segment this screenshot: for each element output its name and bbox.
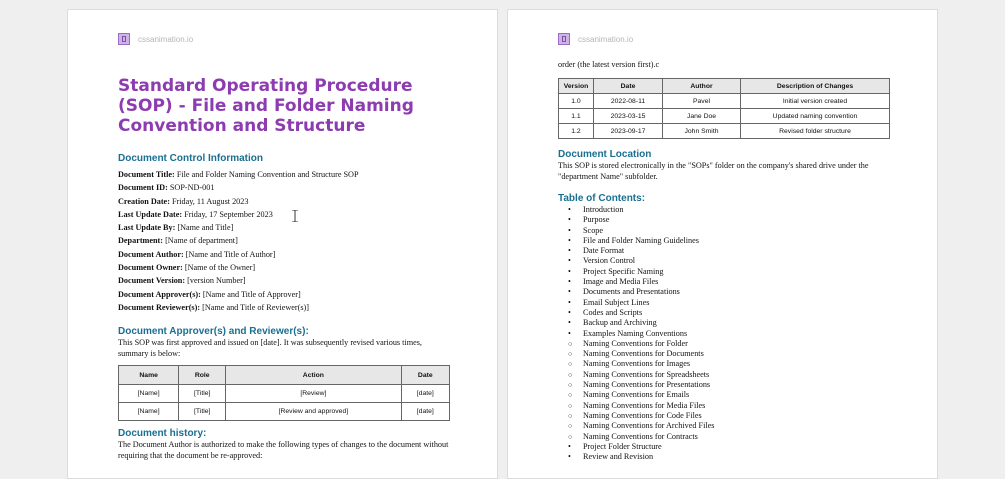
table-cell: Revised folder structure bbox=[741, 124, 890, 139]
table-cell: 2022-08-11 bbox=[594, 94, 663, 109]
control-info-list bbox=[118, 168, 359, 314]
table-row bbox=[119, 403, 450, 421]
toc-item[interactable]: • Documents and Presentations bbox=[558, 287, 714, 297]
toc-subitem[interactable]: ○ Naming Conventions for Archived Files bbox=[558, 421, 714, 431]
toc-heading: Table of Contents: bbox=[558, 193, 646, 204]
table-cell: Jane Doe bbox=[663, 109, 741, 124]
table-cell: 2023-03-15 bbox=[594, 109, 663, 124]
logo-text: cssanimation.io bbox=[578, 34, 634, 44]
info-row: Last Update Date: Friday, 17 September 2023 bbox=[118, 209, 273, 219]
table-header: Author bbox=[663, 79, 741, 94]
table-cell: 2023-09-17 bbox=[594, 124, 663, 139]
toc-subitem[interactable]: ○ Naming Conventions for Code Files bbox=[558, 411, 714, 421]
toc-item[interactable]: • File and Folder Naming Guidelines bbox=[558, 236, 714, 246]
location-heading: Document Location bbox=[558, 149, 652, 160]
info-row: Creation Date: Friday, 11 August 2023 bbox=[118, 196, 249, 206]
control-heading: Document Control Information bbox=[118, 153, 263, 164]
table-of-contents bbox=[558, 205, 714, 462]
toc-item[interactable]: • Scope bbox=[558, 226, 714, 236]
table-row bbox=[119, 385, 450, 403]
table-cell: [Name] bbox=[119, 385, 179, 403]
toc-item[interactable]: • Codes and Scripts bbox=[558, 308, 714, 318]
table-cell: 1.0 bbox=[559, 94, 594, 109]
toc-item[interactable]: • Review and Revision bbox=[558, 452, 714, 462]
toc-item[interactable]: • Purpose bbox=[558, 215, 714, 225]
table-header: Action bbox=[226, 366, 401, 385]
intro-text: order (the latest version first).c bbox=[558, 60, 660, 69]
table-header: Date bbox=[401, 366, 449, 385]
table-header: Role bbox=[179, 366, 226, 385]
info-row: Document Reviewer(s): [Name and Title of Reviewer(s)] bbox=[118, 302, 309, 312]
info-row: Document Version: [version Number] bbox=[118, 276, 246, 286]
table-cell: John Smith bbox=[663, 124, 741, 139]
history-heading: Document history: bbox=[118, 428, 207, 439]
toc-item[interactable]: • Email Subject Lines bbox=[558, 298, 714, 308]
logo-icon bbox=[558, 33, 570, 45]
toc-subitem[interactable]: ○ Naming Conventions for Emails bbox=[558, 390, 714, 400]
info-row: Document Title: File and Folder Naming Convention and Structure SOP bbox=[118, 170, 359, 179]
table-row bbox=[559, 94, 890, 109]
table-cell: [Title] bbox=[179, 385, 226, 403]
toc-subitem[interactable]: ○ Naming Conventions for Presentations bbox=[558, 380, 714, 390]
toc-item[interactable]: • Project Folder Structure bbox=[558, 442, 714, 452]
toc-subitem[interactable]: ○ Naming Conventions for Folder bbox=[558, 339, 714, 349]
logo bbox=[558, 33, 633, 45]
info-row: Last Update By: [Name and Title] bbox=[118, 223, 234, 233]
text-cursor-icon bbox=[292, 210, 298, 222]
table-cell: Updated naming convention bbox=[741, 109, 890, 124]
table-cell: 1.2 bbox=[559, 124, 594, 139]
toc-item[interactable]: • Image and Media Files bbox=[558, 277, 714, 287]
approvers-text: This SOP was first approved and issued on [date]. It was subsequently revised various times, summary is below: bbox=[118, 338, 422, 358]
document-page-right bbox=[507, 9, 938, 479]
toc-item[interactable]: • Version Control bbox=[558, 256, 714, 266]
version-table bbox=[558, 78, 890, 139]
info-row: Document Approver(s): [Name and Title of Approver] bbox=[118, 289, 301, 299]
toc-item[interactable]: • Backup and Archiving bbox=[558, 318, 714, 328]
table-header: Version bbox=[559, 79, 594, 94]
toc-subitem[interactable]: ○ Naming Conventions for Media Files bbox=[558, 401, 714, 411]
history-text: The Document Author is authorized to make the following types of changes to the document without requiring that the document be re-approved: bbox=[118, 440, 449, 460]
info-row: Document Author: [Name and Title of Author] bbox=[118, 249, 276, 259]
table-header: Date bbox=[594, 79, 663, 94]
logo-icon bbox=[118, 33, 130, 45]
table-header-row bbox=[559, 79, 890, 94]
toc-subitem[interactable]: ○ Naming Conventions for Contracts bbox=[558, 432, 714, 442]
toc-subitem[interactable]: ○ Naming Conventions for Images bbox=[558, 359, 714, 369]
approvers-table bbox=[118, 365, 450, 421]
table-row bbox=[559, 109, 890, 124]
document-page-left bbox=[67, 9, 498, 479]
toc-subitem[interactable]: ○ Naming Conventions for Spreadsheets bbox=[558, 370, 714, 380]
toc-sublist bbox=[558, 339, 714, 442]
table-cell: [Title] bbox=[179, 403, 226, 421]
toc-item[interactable]: • Introduction bbox=[558, 205, 714, 215]
table-header: Name bbox=[119, 366, 179, 385]
table-cell: [date] bbox=[401, 385, 449, 403]
toc-item[interactable]: • Examples Naming Conventions bbox=[558, 329, 714, 339]
table-cell: 1.1 bbox=[559, 109, 594, 124]
logo-text: cssanimation.io bbox=[138, 34, 194, 44]
approvers-heading: Document Approver(s) and Reviewer(s): bbox=[118, 326, 309, 337]
table-cell: [Review and approved] bbox=[226, 403, 401, 421]
toc-item[interactable]: • Date Format bbox=[558, 246, 714, 256]
toc-subitem[interactable]: ○ Naming Conventions for Documents bbox=[558, 349, 714, 359]
info-row: Document Owner: [Name of the Owner] bbox=[118, 263, 256, 273]
document-title: Standard Operating Procedure (SOP) - File and Folder Naming Convention and Structure bbox=[118, 76, 414, 136]
table-cell: Pavel bbox=[663, 94, 741, 109]
table-cell: [Name] bbox=[119, 403, 179, 421]
table-cell: Initial version created bbox=[741, 94, 890, 109]
table-row bbox=[559, 124, 890, 139]
table-cell: [date] bbox=[401, 403, 449, 421]
logo bbox=[118, 33, 193, 45]
table-cell: [Review] bbox=[226, 385, 401, 403]
info-row: Department: [Name of department] bbox=[118, 236, 238, 246]
info-row: Document ID: SOP-ND-001 bbox=[118, 183, 215, 193]
toc-item[interactable]: • Project Specific Naming bbox=[558, 267, 714, 277]
table-header: Description of Changes bbox=[741, 79, 890, 94]
table-header-row bbox=[119, 366, 450, 385]
location-text: This SOP is stored electronically in the "SOPs" folder on the company's shared drive under the "department Name" subfolder. bbox=[558, 161, 869, 181]
